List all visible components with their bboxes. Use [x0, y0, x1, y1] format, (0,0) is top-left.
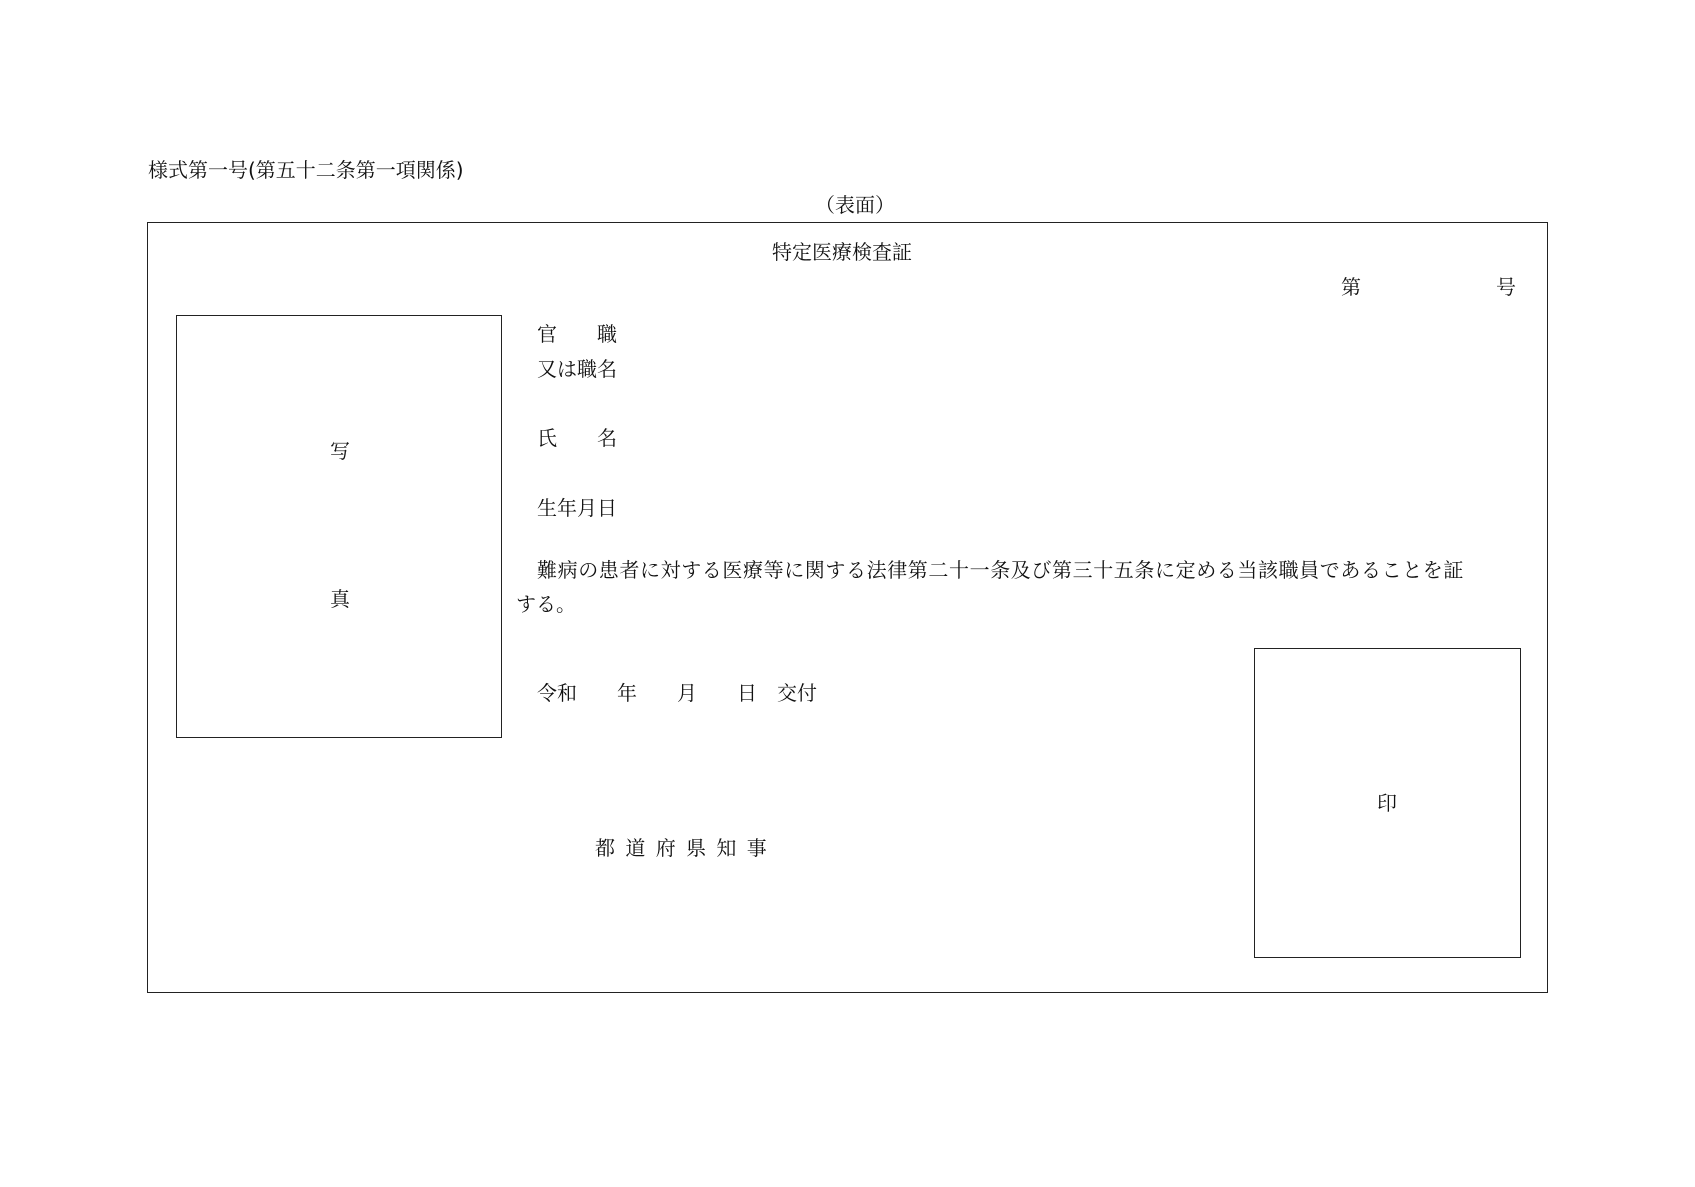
- certification-text-line2: する。: [516, 592, 576, 616]
- photo-label-bottom: 真: [330, 587, 350, 611]
- number-suffix: 号: [1496, 275, 1516, 299]
- governor-label: 都 道 府 県 知 事: [595, 836, 769, 860]
- field-position-label: 官 職: [537, 322, 617, 346]
- certification-text-line1: 難病の患者に対する医療等に関する法律第二十一条及び第三十五条に定める当該職員であることを証: [537, 558, 1464, 582]
- field-name-label: 氏 名: [537, 426, 617, 450]
- issue-date: 令和 年 月 日 交付: [537, 681, 817, 705]
- side-label: （表面）: [815, 193, 895, 217]
- seal-label: 印: [1377, 791, 1397, 815]
- field-position-label-alt: 又は職名: [537, 357, 617, 381]
- number-prefix: 第: [1341, 275, 1361, 299]
- photo-label-top: 写: [330, 439, 350, 463]
- certificate-title: 特定医療検査証: [772, 240, 912, 264]
- photo-box: [176, 315, 502, 738]
- field-birthdate-label: 生年月日: [537, 496, 617, 520]
- form-number-label: 様式第一号(第五十二条第一項関係): [148, 158, 464, 182]
